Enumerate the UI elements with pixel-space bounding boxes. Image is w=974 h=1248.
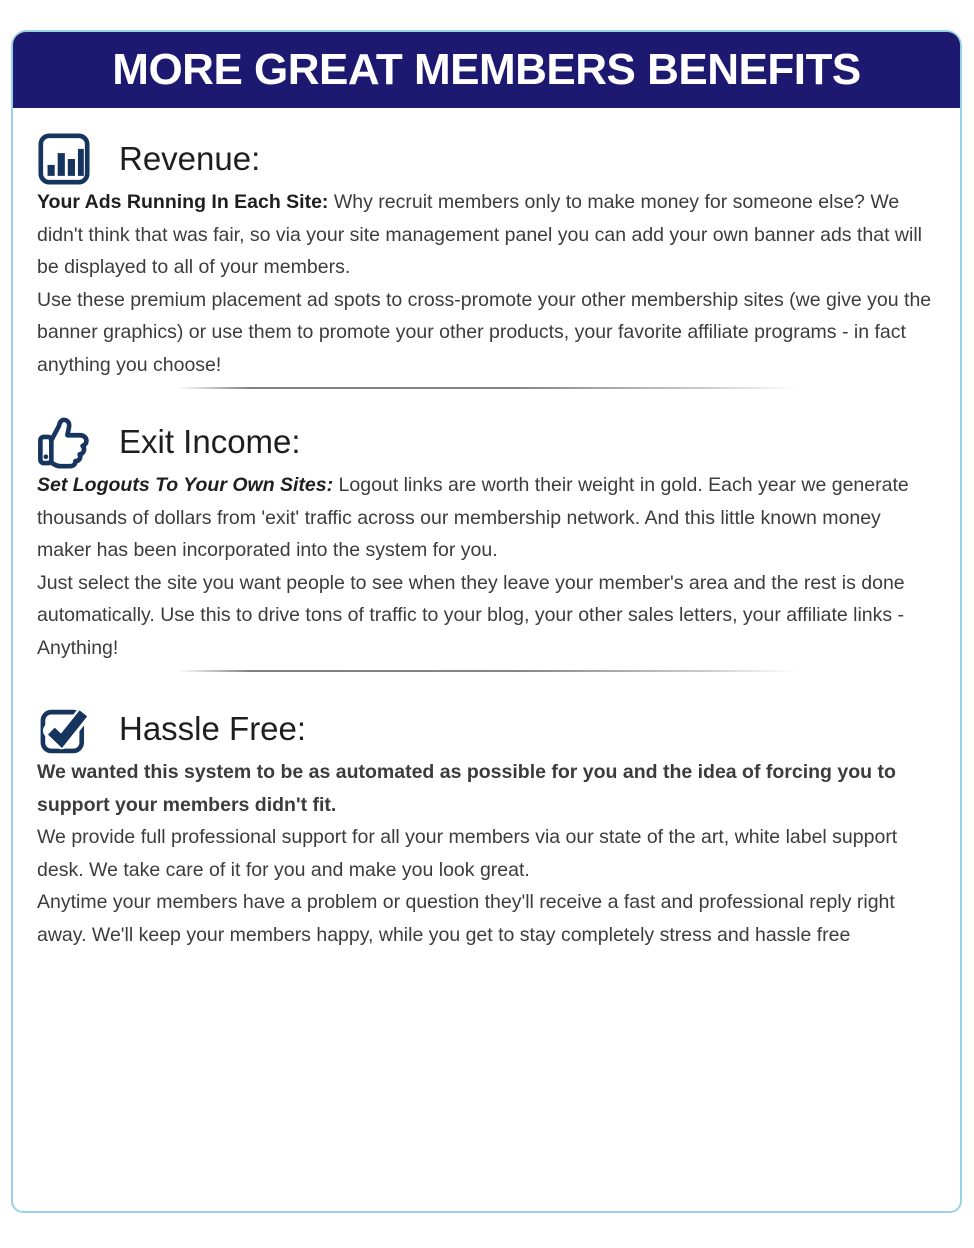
paragraph — [37, 821, 936, 886]
paragraph-text: Logout links are worth their weight in gold. Each year we generate thousands of dollars from 'exit' traffic across our membership network. And this little known money maker has been incorporated into the system for you. — [37, 474, 909, 561]
members-benefits-panel — [11, 30, 962, 1213]
section-header-row — [37, 132, 936, 186]
paragraph — [37, 567, 936, 665]
section-heading: Exit Income: — [119, 423, 301, 460]
section-divider — [177, 387, 797, 389]
paragraph-text: Anytime your members have a problem or question they'll receive a fast and professional reply right away. We'll keep your members happy, while you get to stay completely stress and hassle free — [37, 891, 895, 946]
checkbox-check-icon — [37, 702, 91, 756]
paragraph-text: We provide full professional support for all your members via our state of the art, white label support desk. We take care of it for you and make you look great. — [37, 826, 898, 881]
section-header-row — [37, 702, 936, 756]
panel-content — [13, 132, 960, 951]
section-hassle-free — [37, 702, 936, 951]
paragraph — [37, 886, 936, 951]
paragraph-text: Just select the site you want people to see when they leave your member's area and the rest is done automatically. Use this to drive tons of traffic to your blog, your other sales letters, your affiliate links - Anything! — [37, 571, 905, 659]
paragraph-text: Use these premium placement ad spots to cross-promote your other membership sites (we give you the banner graphics) or use them to promote your other products, your favorite affiliate programs - in fact anything you choose! — [37, 288, 932, 376]
panel-title: MORE GREAT MEMBERS BENEFITS — [112, 45, 861, 94]
paragraph-text: Why recruit members only to make money for someone else? We didn't think that was fair, so via your site management panel you can add your own banner ads that will be displayed to all of your members. — [37, 191, 922, 278]
bar-chart-icon — [37, 132, 91, 186]
thumbs-up-icon — [37, 415, 91, 469]
panel-header — [13, 32, 960, 108]
section-divider — [177, 670, 797, 672]
section-header-row — [37, 415, 936, 469]
section-heading: Revenue: — [119, 140, 261, 177]
paragraph — [37, 756, 936, 821]
paragraph-lead: Set Logouts To Your Own Sites: — [37, 474, 334, 496]
section-exit-income — [37, 415, 936, 672]
paragraph — [37, 186, 936, 284]
section-heading: Hassle Free: — [119, 710, 307, 747]
section-revenue — [37, 132, 936, 389]
paragraph — [37, 284, 936, 382]
paragraph — [37, 469, 936, 567]
paragraph-lead: We wanted this system to be as automated as possible for you and the idea of forcing you to support your members didn't fit. — [37, 761, 896, 816]
paragraph-lead: Your Ads Running In Each Site: — [37, 191, 329, 213]
